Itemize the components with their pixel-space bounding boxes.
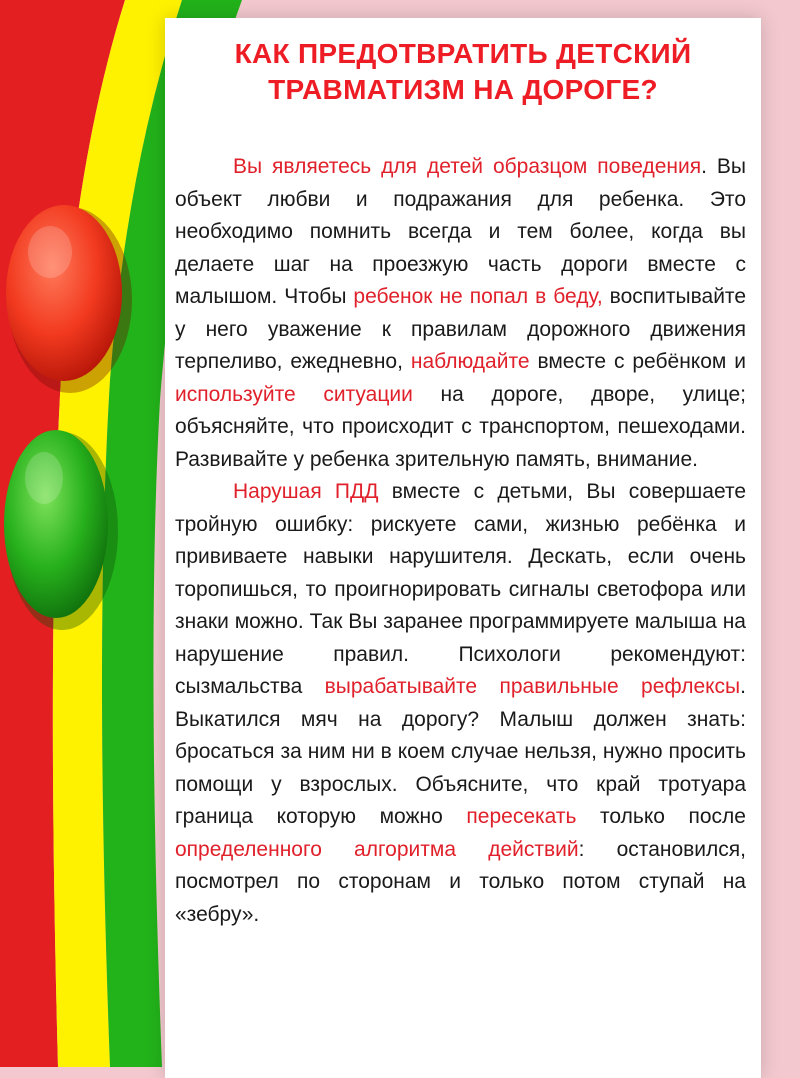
body-text: вместе с ребёнком и [529, 350, 747, 373]
highlight-text: пересекать [466, 805, 577, 828]
body-text: : остановился, посмотрел по сторонам и только потом ступай на «зебру». [175, 837, 746, 926]
body-text: . Выкатился мяч на дорогу? Малыш должен знать: бросаться за ним ни в коем случае нельзя, нужно просить помощи у взрослых. Объясните, что край тротуара граница которую можно [175, 675, 746, 828]
highlight-text: вырабатывайте правильные рефлексы [324, 675, 741, 698]
page-title [165, 36, 761, 108]
body-text: воспитывайте у него уважение к правилам дорожного движения терпеливо, ежедневно, [175, 285, 746, 373]
highlight-text: определенного алгоритма действий [175, 837, 579, 861]
body-text: на дороге, дворе, улице; объясняйте, что происходит с транспортом, пешеходами. Развивайте у ребенка зрительную память, внимание. [175, 382, 746, 471]
red-signal-lamp-icon [6, 205, 122, 381]
paragraph-1 [175, 151, 746, 476]
article-body [175, 151, 746, 931]
highlight-text: ребенок не попал в беду, [353, 285, 603, 308]
body-text: . Вы объект любви и подражания для ребенка. Это необходимо помнить всегда и тем более, когда вы делаете шаг на проезжую часть дороги вместе с малышом. Чтобы [175, 155, 746, 308]
paragraph-2 [175, 476, 746, 931]
title-line-1: КАК ПРЕДОТВРАТИТЬ ДЕТСКИЙ [234, 38, 692, 69]
highlight-text: наблюдайте [410, 350, 530, 373]
body-text: только после [576, 805, 746, 828]
body-text: вместе с детьми, Вы совершаете тройную ошибку: рискуете сами, жизнью ребёнка и прививаете навыки нарушителя. Дескать, если очень торопишься, то проигнорировать сигналы светофора или знаки можно. Так Вы заранее программируете малыша на нарушение правил. Психологи рекомендуют: сызмальства [175, 480, 746, 698]
highlight-text: Нарушая ПДД [233, 480, 379, 503]
highlight-text: используйте ситуации [175, 382, 413, 406]
highlight-text: Вы являетесь для детей образцом поведения [233, 155, 702, 178]
title-line-2: ТРАВМАТИЗМ НА ДОРОГЕ? [268, 74, 658, 105]
